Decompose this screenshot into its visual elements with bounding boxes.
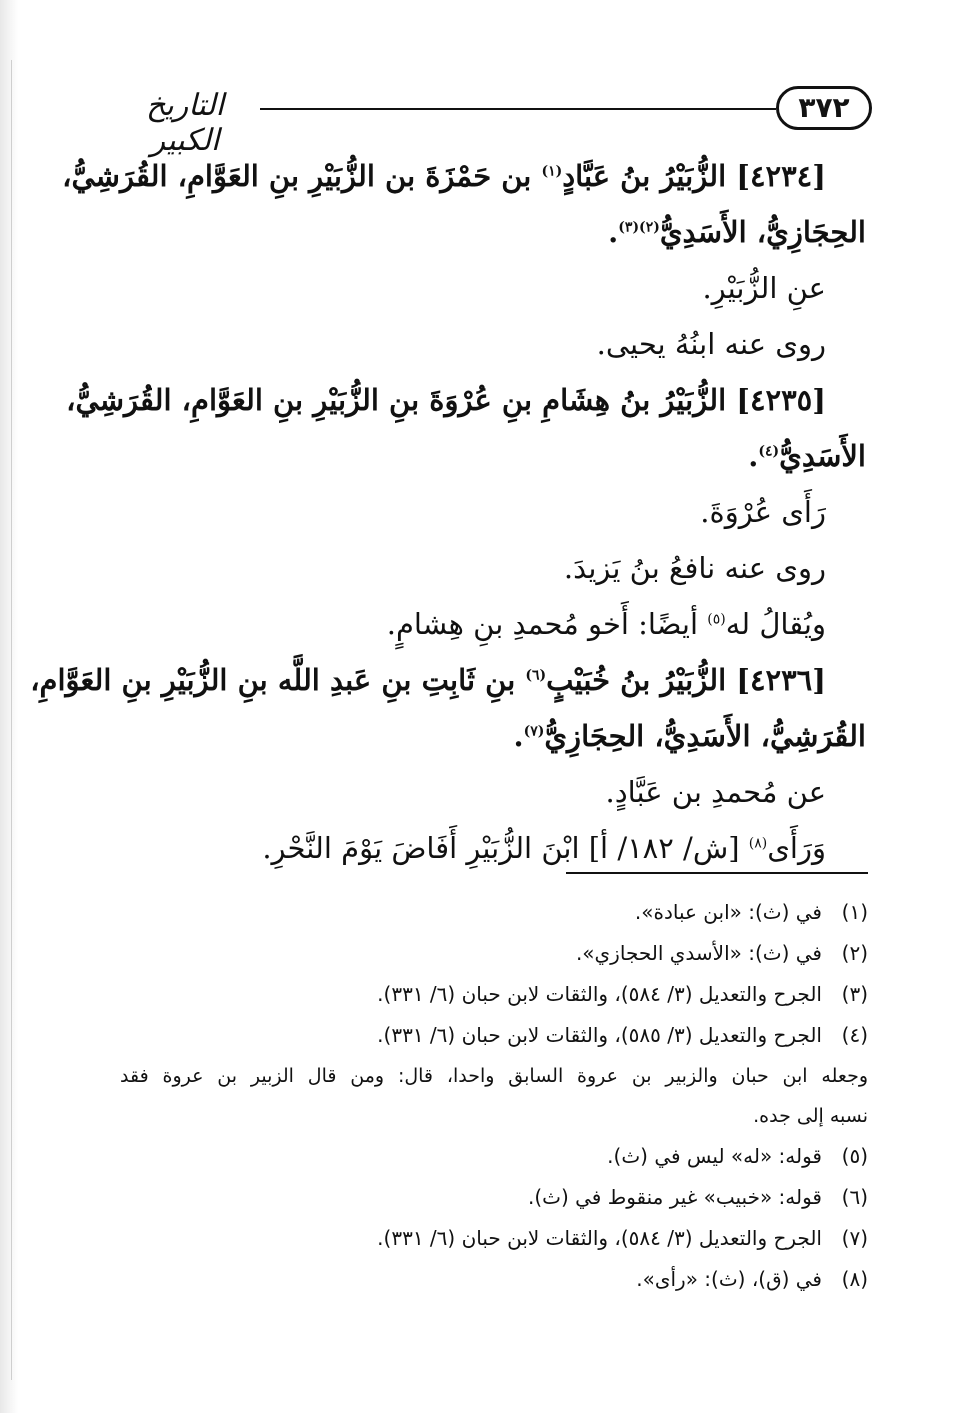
entry-4235-saw: رَأَى عُرْوَةَ.	[700, 495, 826, 529]
footnote-4-continuation-1: وجعله ابن حبان والزبير بن عروة السابق واحدا، قال: ومن قال الزبير بن عروة فقد	[120, 1065, 868, 1087]
footnote-5: (٥)قوله: «له» ليس في (ث).	[607, 1144, 868, 1168]
footnote-ref-8[interactable]: (٨)	[748, 835, 768, 852]
footnote-ref-1[interactable]: (١)	[541, 163, 563, 180]
footnote-ref-5[interactable]: (٥)	[707, 611, 726, 628]
footnote-4: (٤)الجرح والتعديل (٣/ ٥٨٥)، والثقات لابن حبان (٦/ ٣٣١).	[377, 1023, 868, 1047]
entry-4234-line-2: الحِجَازِيُّ، الأَسَدِيُّ$^{(٢)(٣)}$.	[608, 215, 866, 249]
entry-4234-narrated-by: روى عنه ابنُهُ يحيى.	[596, 327, 826, 361]
footnote-ref-6[interactable]: (٦)	[525, 667, 547, 684]
scan-edge-shadow	[0, 0, 18, 1413]
scan-edge-line	[11, 60, 12, 1380]
footnote-4-continuation-2: نسبه إلى جده.	[753, 1105, 868, 1127]
footnote-3: (٣)الجرح والتعديل (٣/ ٥٨٤)، والثقات لابن حبان (٦/ ٣٣١).	[377, 982, 868, 1006]
footnote-ref-7[interactable]: (٧)	[523, 723, 545, 740]
book-title: التاريخ الكبير	[146, 88, 224, 158]
entry-4235-narrated-by: روى عنه نافعُ بنُ يَزيدَ.	[563, 551, 826, 585]
footnote-8: (٨)في (ق)، (ث): «رأى».	[636, 1267, 868, 1291]
entry-4236-narration-from: عن مُحمدِ بن عَبَّادٍ.	[605, 775, 826, 809]
footnote-6: (٦)قوله: «خبيب» غير منقوط في (ث).	[527, 1185, 868, 1209]
footnotes	[120, 892, 868, 1300]
entry-4235-also-called: ويُقالُ له$^{(٥)}$ أيضًا: أَخو مُحمدِ بنِ هِشامٍ.	[386, 607, 826, 641]
entry-4234-line-1: [٤٢٣٤] الزُّبَيْرُ بنُ عَبَّادٍ$^{(١)}$ بن حَمْزَةَ بن الزُّبَيْرِ بنِ العَوَّامِ، القُرَشِيُّ،	[62, 159, 826, 193]
header-rule	[260, 108, 776, 110]
main-text	[30, 148, 866, 876]
footnote-7: (٧)الجرح والتعديل (٣/ ٥٨٤)، والثقات لابن حبان (٦/ ٣٣١).	[377, 1226, 868, 1250]
footnote-separator	[566, 872, 868, 874]
footnote-1: (١)في (ث): «ابن عبادة».	[634, 900, 868, 924]
footnote-2: (٢)في (ث): «الأسدي الحجازي».	[575, 941, 868, 965]
entry-4236-line-2: القُرَشِيُّ، الأَسَدِيُّ، الحِجَازِيُّ$^{(٧)}$.	[513, 719, 866, 753]
running-header	[110, 84, 872, 158]
entry-4234-narration-from: عنِ الزُّبَيْرِ.	[702, 271, 826, 305]
entry-4236-line-1: [٤٢٣٦] الزُّبَيْرُ بنُ خُبَيْبٍ$^{(٦)}$ بنِ ثَابِتِ بنِ عَبدِ اللَّه بنِ الزُّبَيْرِ بنِ العَوَّامِ،	[30, 663, 826, 697]
entry-4235-line-1: [٤٢٣٥] الزُّبَيْرُ بنُ هِشَامِ بنِ عُرْوَةَ بنِ الزُّبَيْرِ بنِ العَوَّامِ، القُرَشِيُّ،	[66, 383, 826, 417]
entry-4235-line-2: الأَسَدِيُّ$^{(٤)}$.	[748, 439, 866, 473]
page-number: ٣٧٢	[776, 86, 872, 130]
footnote-ref-2-3[interactable]: (٢)(٣)	[618, 219, 660, 236]
entry-4236-saw: وَرَأَى$^{(٨)}$ [ش/ ١٨٢/ أ] ابْنَ الزُّبَيْرِ أَفَاضَ يَوْمَ النَّحْرِ.	[262, 831, 826, 865]
footnote-ref-4[interactable]: (٤)	[758, 443, 780, 460]
